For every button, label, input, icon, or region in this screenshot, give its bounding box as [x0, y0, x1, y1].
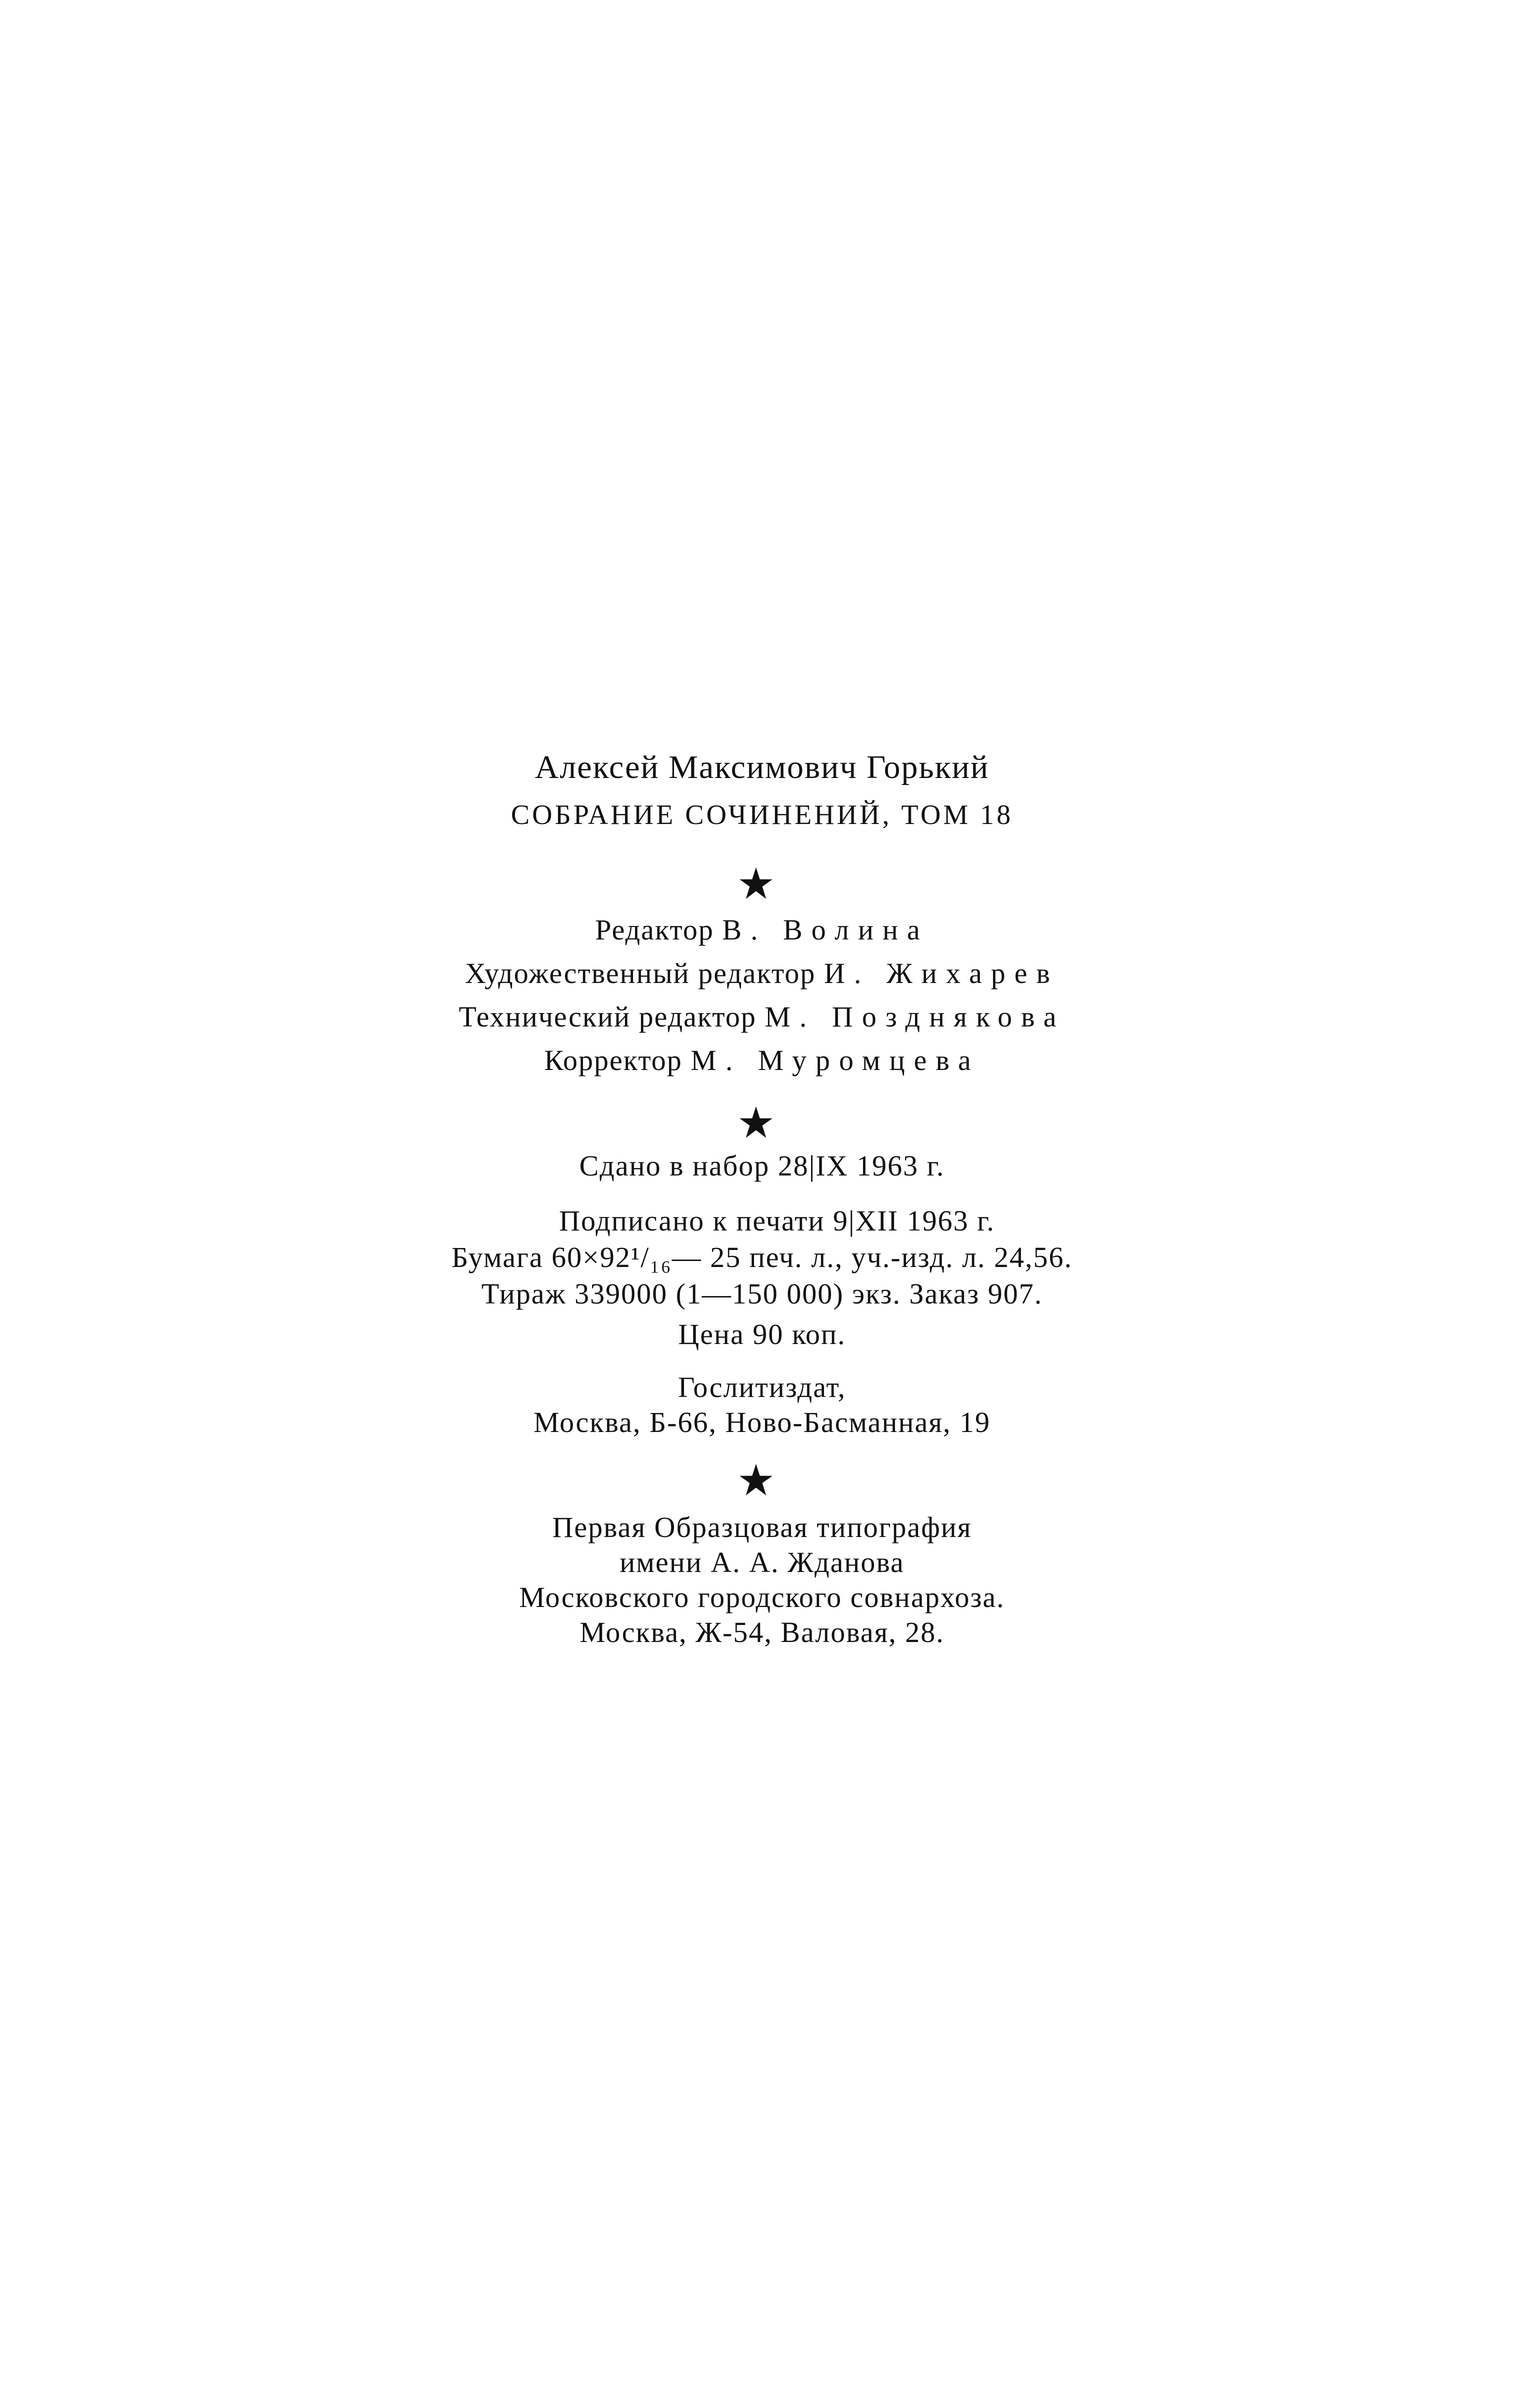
author-name: Алексей Максимович Горький: [534, 749, 990, 786]
publisher-name: Гослитиздат,: [678, 1371, 846, 1404]
credit-technical-editor: [0, 1000, 1524, 1034]
credit-name: М. Позднякова: [764, 1000, 1066, 1033]
credit-role: Корректор: [544, 1044, 682, 1076]
collection-title: СОБРАНИЕ СОЧИНЕНИЙ, ТОМ 18: [510, 800, 1014, 830]
star-icon: [738, 1462, 774, 1498]
credit-role: Редактор: [595, 914, 714, 946]
star-icon: [738, 866, 774, 901]
paper-format: Бумага 60×92¹/₁₆— 25 печ. л., уч.-изд. л. 24,56.: [451, 1241, 1073, 1274]
print-run: Тираж 339000 (1—150 000) экз. Заказ 907.: [481, 1278, 1043, 1310]
printer-address: Москва, Ж-54, Валовая, 28.: [580, 1616, 944, 1648]
publisher-address: Москва, Б-66, Ново-Басманная, 19: [533, 1406, 990, 1438]
credit-name: М. Муромцева: [690, 1044, 980, 1076]
signed-to-print: Подписано к печати 9|XII 1963 г.: [559, 1204, 995, 1237]
credit-proofreader: [0, 1043, 1524, 1078]
typeset-date: Сдано в набор 28|IX 1963 г.: [579, 1150, 945, 1182]
printer-name: Первая Образцовая типография: [552, 1511, 972, 1544]
printer-named-after: имени А. А. Жданова: [620, 1546, 904, 1578]
credit-role: Технический редактор: [458, 1000, 756, 1033]
credit-editor: [0, 912, 1524, 948]
credit-name: И. Жихарев: [824, 957, 1059, 990]
credit-name: В. Волина: [722, 914, 929, 946]
credit-role: Художественный редактор: [465, 957, 816, 990]
price: Цена 90 коп.: [678, 1318, 846, 1350]
star-icon: [738, 1105, 774, 1140]
printer-council: Московского городского совнархоза.: [519, 1581, 1005, 1614]
credit-art-editor: [0, 956, 1524, 991]
